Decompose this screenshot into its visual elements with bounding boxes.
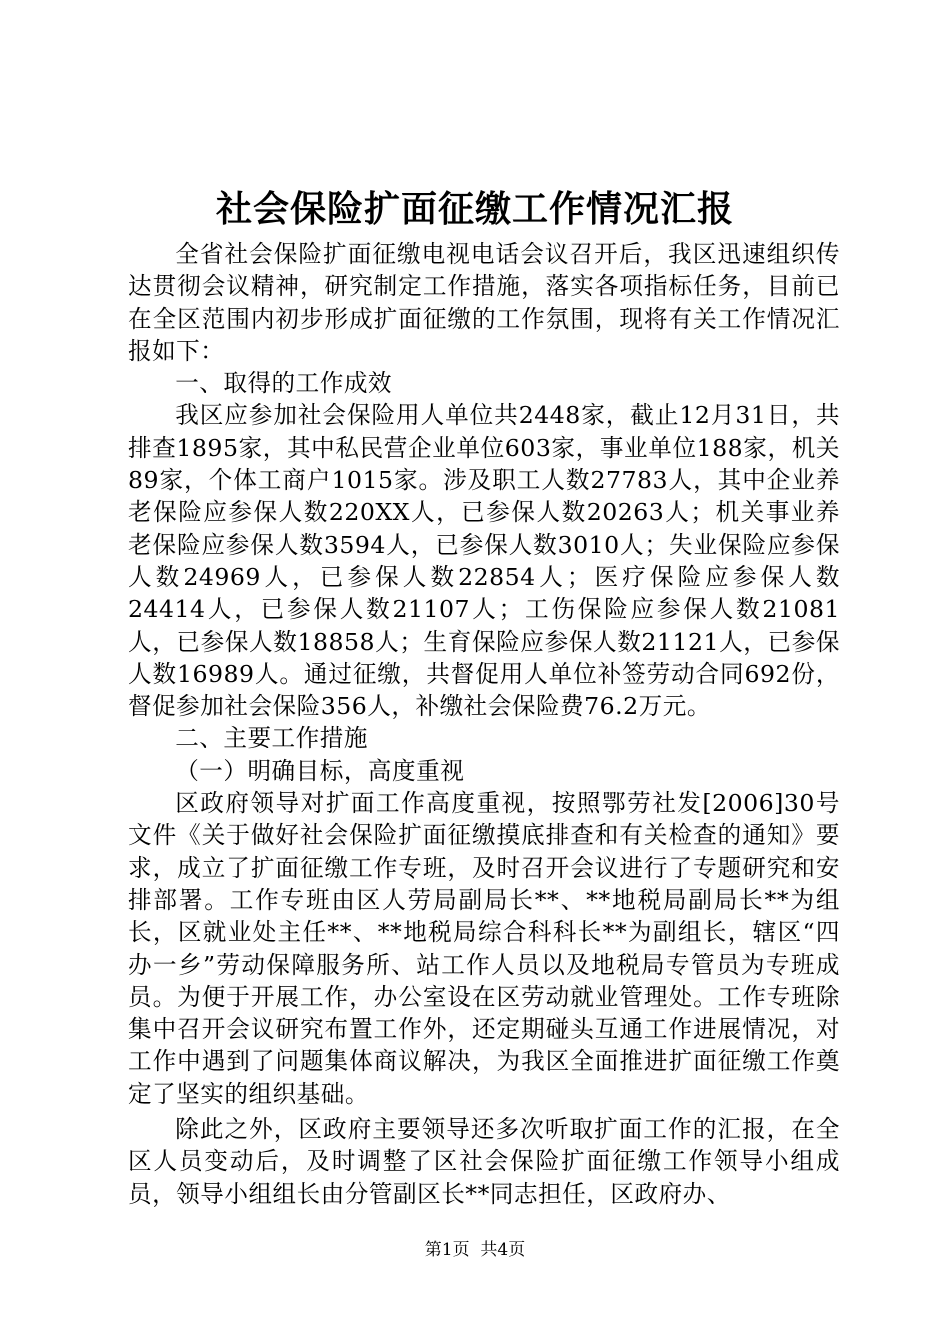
- document-title: 社会保险扩面征缴工作情况汇报: [215, 188, 734, 230]
- page-footer: [0, 1238, 950, 1262]
- subsection-heading-goals: （一）明确目标，高度重视: [175, 756, 465, 785]
- section-heading-achievements: 一、取得的工作成效: [175, 369, 393, 398]
- paragraph-intro: 全省社会保险扩面征缴电视电话会议召开后，我区迅速组织传达贯彻会议精神，研究制定工作措施，落实各项指标任务，目前已在全区范围内初步形成扩面征缴的工作氛围，现将有关工作情况汇报如下：: [128, 240, 840, 365]
- paragraph-statistics: 我区应参加社会保险用人单位共2448家，截止12月31日，共排查1895家，其中私民营企业单位603家，事业单位188家，机关89家，个体工商户1015家。涉及职工人数27783人，其中企业养老保险应参保人数220XX人，已参保人数20263人；机关事业养老保险应参保人数3594人，已参保人数3010人；失业保险应参保人数24969人，已参保人数22854人；医疗保险应参保人数24414人，已参保人数21107人；工伤保险应参保人数21081人，已参保人数18858人；生育保险应参保人数21121人，已参保人数16989人。通过征缴，共督促用人单位补签劳动合同692份，督促参加社会保险356人，补缴社会保险费76.2万元。: [128, 401, 840, 721]
- document-body: [128, 238, 840, 1210]
- page-total: 共4页: [480, 1240, 526, 1260]
- section-heading-measures: 二、主要工作措施: [175, 724, 368, 753]
- paragraph-additional: 除此之外，区政府主要领导还多次听取扩面工作的汇报，在全区人员变动后，及时调整了区社会保险扩面征缴工作领导小组成员，领导小组组长由分管副区长**同志担任，区政府办、: [128, 1115, 840, 1208]
- footer-separator: [470, 1240, 481, 1260]
- page-number: 第1页: [424, 1240, 470, 1260]
- paragraph-leadership: 区政府领导对扩面工作高度重视，按照鄂劳社发[2006]30号文件《关于做好社会保险扩面征缴摸底排查和有关检查的通知》要求，成立了扩面征缴工作专班，及时召开会议进行了专题研究和安排部署。工作专班由区人劳局副局长**、**地税局副局长**为组长，区就业处主任**、**地税局综合科科长**为副组长，辖区“四办一乡”劳动保障服务所、站工作人员以及地税局专管员为专班成员。为便于开展工作，办公室设在区劳动就业管理处。工作专班除集中召开会议研究布置工作外，还定期碰头互通工作进展情况，对工作中遇到了问题集体商议解决，为我区全面推进扩面征缴工作奠定了坚实的组织基础。: [128, 789, 840, 1108]
